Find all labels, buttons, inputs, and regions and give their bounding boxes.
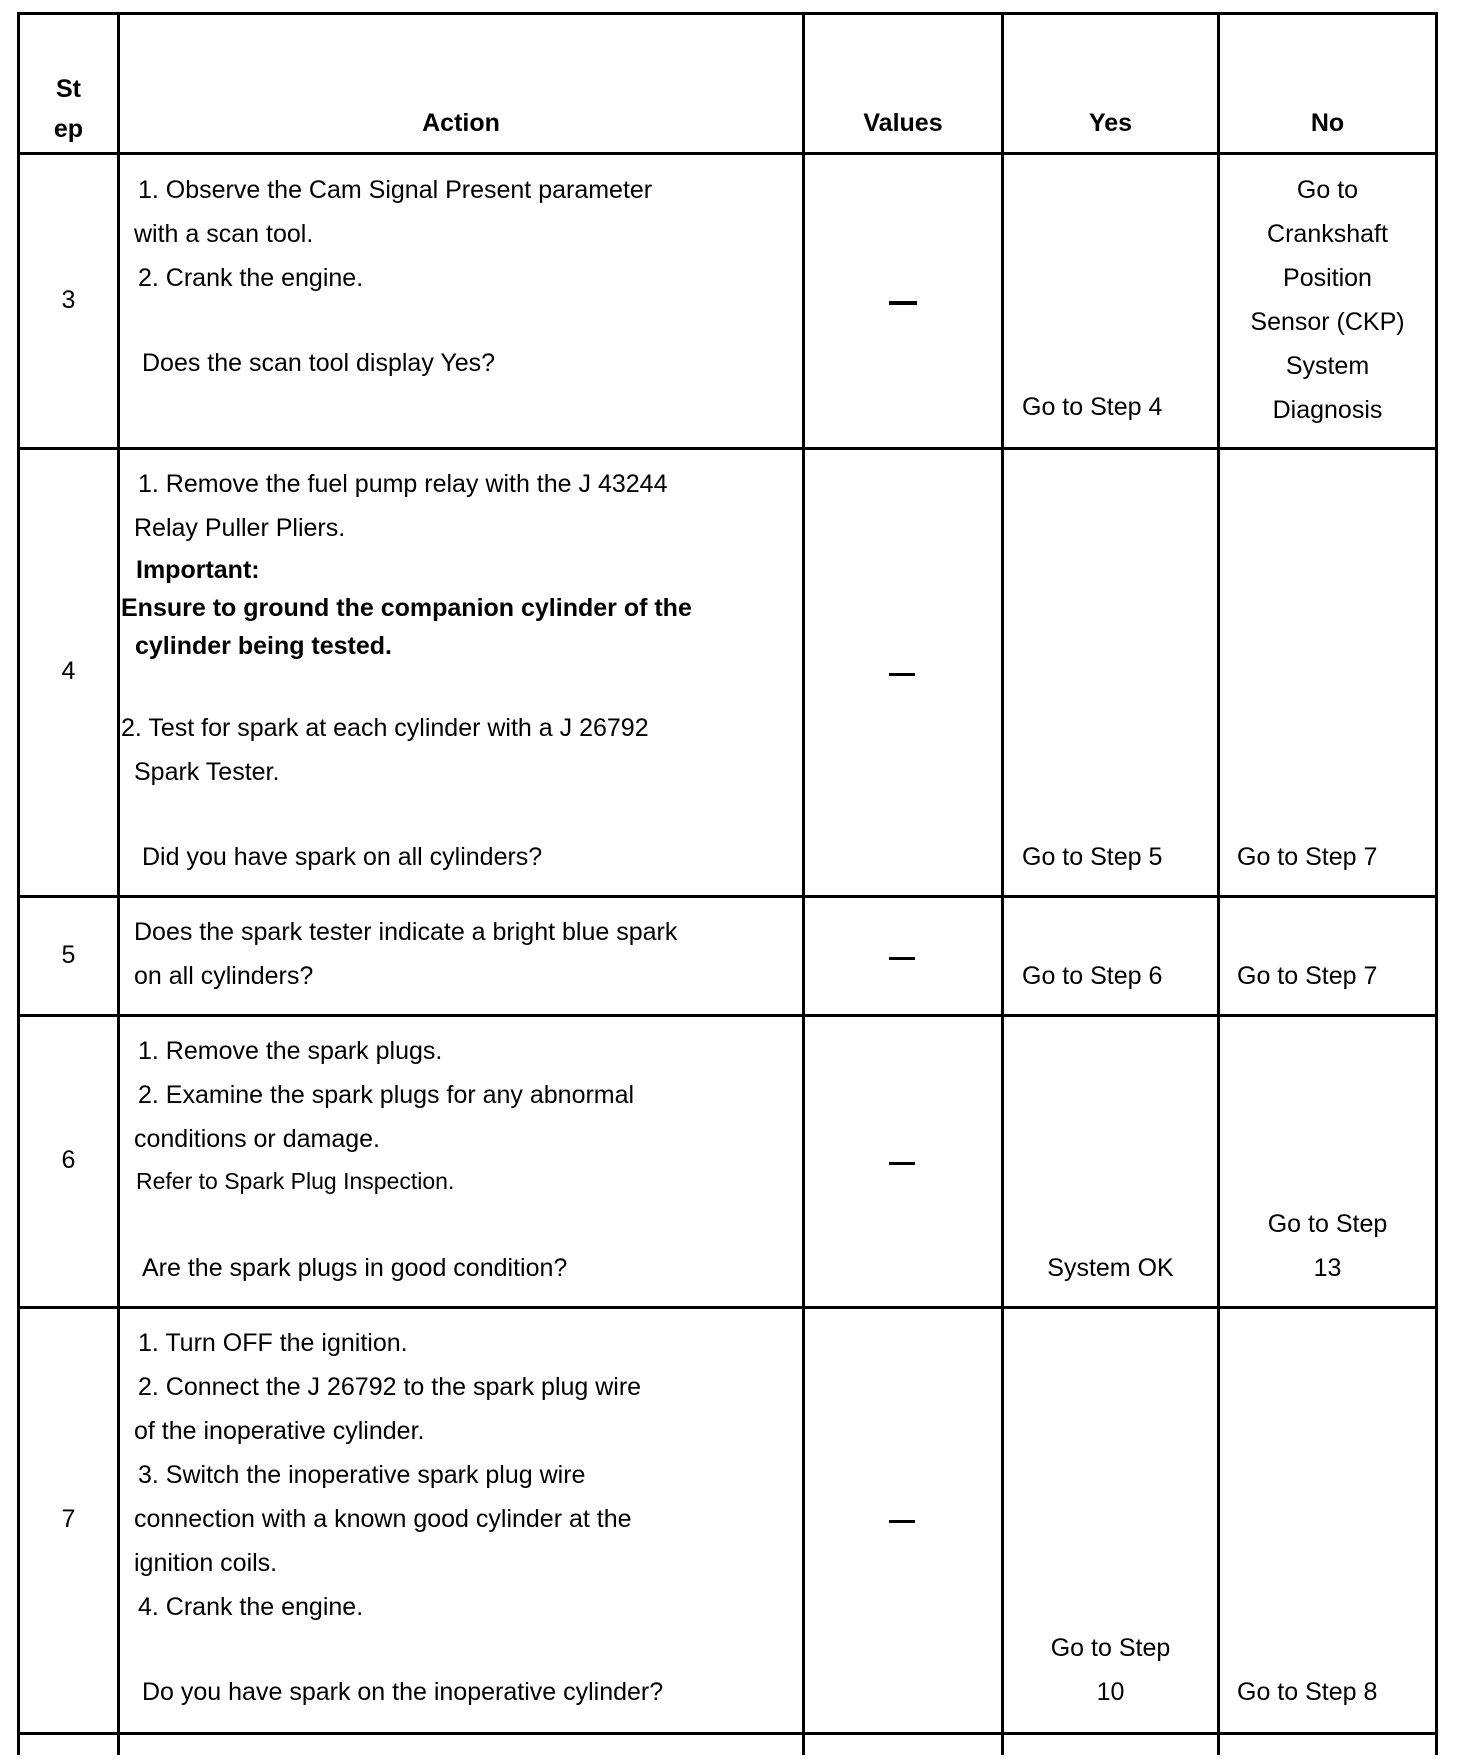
action-question: Are the spark plugs in good condition? <box>142 1254 568 1282</box>
yes-result: System OK <box>1047 1254 1174 1282</box>
row-divider-header <box>17 152 1438 155</box>
step-number: 3 <box>61 286 76 314</box>
no-result: Position <box>1283 264 1372 292</box>
column-divider-step <box>117 12 120 1755</box>
action-line: Spark Tester. <box>134 758 280 786</box>
values-dash <box>889 957 915 960</box>
no-result: Go to Step 7 <box>1237 843 1378 871</box>
values-dash <box>889 1520 915 1523</box>
action-line: conditions or damage. <box>134 1125 380 1153</box>
no-result: 13 <box>1313 1254 1342 1282</box>
no-result: Go to Step 7 <box>1237 962 1378 990</box>
action-line: 1. Remove the spark plugs. <box>138 1037 443 1065</box>
action-line: 2. Crank the engine. <box>138 264 364 292</box>
values-dash <box>889 1162 915 1165</box>
action-line: 2. Connect the J 26792 to the spark plug wire <box>138 1373 642 1401</box>
header-action: Action <box>422 109 500 137</box>
row-divider-6 <box>17 1306 1438 1309</box>
action-line: 1. Remove the fuel pump relay with the J 43244 <box>138 470 668 498</box>
values-dash <box>889 673 915 676</box>
step-number: 7 <box>61 1505 76 1533</box>
step-number: 6 <box>61 1146 76 1174</box>
row-divider-4 <box>17 895 1438 898</box>
action-line: ignition coils. <box>134 1549 278 1577</box>
action-line: connection with a known good cylinder at the <box>134 1505 632 1533</box>
action-line: with a scan tool. <box>134 220 314 248</box>
yes-result: Go to Step 4 <box>1022 393 1163 421</box>
no-result: System <box>1285 352 1370 380</box>
no-result: Go to Step 8 <box>1237 1678 1378 1706</box>
row-divider-5 <box>17 1014 1438 1017</box>
no-result: Sensor (CKP) <box>1250 308 1405 336</box>
important-note: cylinder being tested. <box>135 632 393 660</box>
header-no: No <box>1310 109 1345 137</box>
action-line: of the inoperative cylinder. <box>134 1417 425 1445</box>
table-border-bottom <box>17 1732 1438 1735</box>
yes-result: 10 <box>1096 1678 1125 1706</box>
yes-result: Go to Step 6 <box>1022 962 1163 990</box>
no-result: Crankshaft <box>1267 220 1388 248</box>
step-number: 4 <box>61 657 76 685</box>
no-result: Diagnosis <box>1272 396 1383 424</box>
values-dash <box>889 301 917 305</box>
action-line: Does the spark tester indicate a bright blue spark <box>134 918 678 946</box>
action-question: Did you have spark on all cylinders? <box>142 843 543 871</box>
no-result: Go to <box>1296 176 1359 204</box>
table-border-top <box>17 12 1438 15</box>
important-label: Important: <box>136 556 260 584</box>
yes-result: Go to Step 5 <box>1022 843 1163 871</box>
table-border-right <box>1435 12 1438 1755</box>
step-number: 5 <box>61 941 76 969</box>
no-result: Go to Step <box>1267 1210 1388 1238</box>
important-note: Ensure to ground the companion cylinder of the <box>121 594 692 622</box>
action-line: 2. Examine the spark plugs for any abnormal <box>138 1081 635 1109</box>
diagnostic-table <box>17 12 1468 1755</box>
action-line: 3. Switch the inoperative spark plug wire <box>138 1461 586 1489</box>
table-border-left <box>17 12 20 1755</box>
action-line: 4. Crank the engine. <box>138 1593 364 1621</box>
action-line: on all cylinders? <box>134 962 314 990</box>
header-yes: Yes <box>1088 109 1133 137</box>
column-divider-values <box>1001 12 1004 1755</box>
header-values: Values <box>863 109 943 137</box>
yes-result: Go to Step <box>1050 1634 1171 1662</box>
column-divider-action <box>802 12 805 1755</box>
action-line: 1. Turn OFF the ignition. <box>138 1329 408 1357</box>
header-step: St ep <box>53 75 84 143</box>
action-question: Does the scan tool display Yes? <box>142 349 496 377</box>
action-question: Do you have spark on the inoperative cylinder? <box>142 1678 664 1706</box>
reference-link-text: Refer to Spark Plug Inspection. <box>136 1168 455 1194</box>
action-line: 2. Test for spark at each cylinder with a J 26792 <box>121 714 649 742</box>
action-line: 1. Observe the Cam Signal Present parameter <box>138 176 653 204</box>
action-line: Relay Puller Pliers. <box>134 514 346 542</box>
row-divider-3 <box>17 447 1438 450</box>
